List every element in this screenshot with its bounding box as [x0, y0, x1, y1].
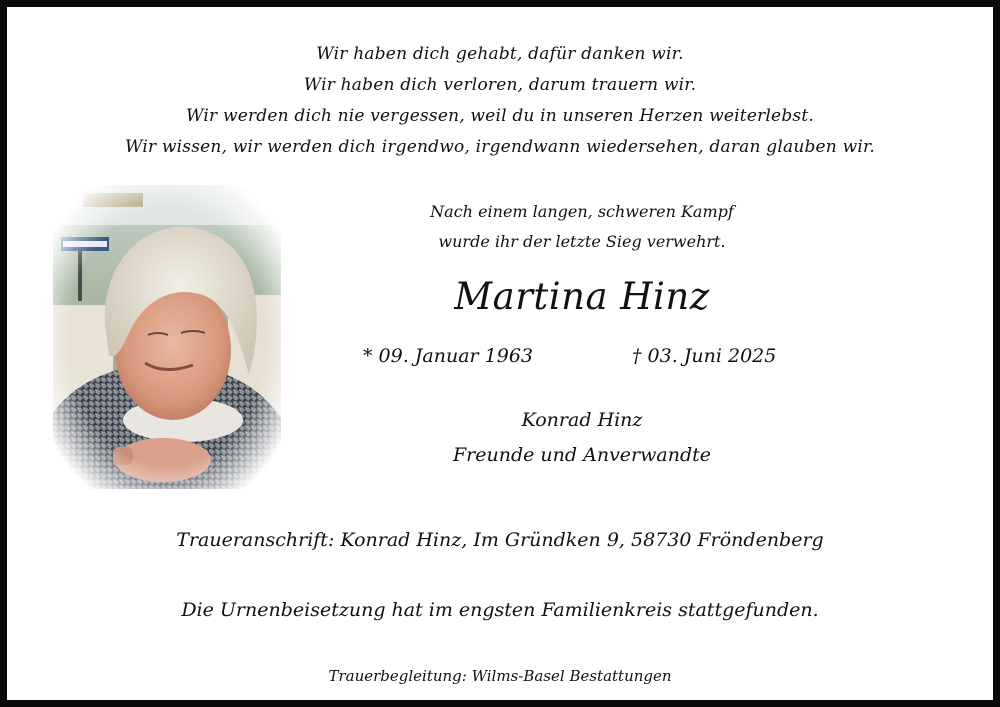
mourning-address: Traueranschrift: Konrad Hinz, Im Gründken 9, 58730 Fröndenberg: [176, 529, 824, 551]
subtitle-line: Nach einem langen, schweren Kampf: [430, 202, 734, 221]
poem-line: Wir werden dich nie vergessen, weil du in unseren Herzen weiterlebst.: [186, 106, 814, 126]
mourners: [307, 403, 857, 473]
undertaker-credit: Trauerbegleitung: Wilms-Basel Bestattungen: [328, 667, 672, 685]
subtitle: [307, 197, 857, 257]
poem-line: Wir haben dich verloren, darum trauern wir.: [303, 75, 697, 95]
deceased-name: Martina Hinz: [454, 275, 710, 318]
subtitle-line: wurde ihr der letzte Sieg verwehrt.: [438, 232, 726, 251]
poem-line: Wir wissen, wir werden dich irgendwo, irgendwann wiedersehen, daran glauben wir.: [124, 137, 876, 157]
portrait-photo: [53, 185, 281, 489]
burial-notice: Die Urnenbeisetzung hat im engsten Familienkreis stattgefunden.: [181, 599, 819, 621]
death-date: † 03. Juni 2025: [632, 345, 777, 367]
poem: [27, 39, 973, 163]
poem-line: Wir haben dich gehabt, dafür danken wir.: [316, 44, 684, 64]
mourner-line: Konrad Hinz: [521, 409, 643, 431]
birth-date: * 09. Januar 1963: [363, 345, 534, 367]
mourner-line: Freunde und Anverwandte: [453, 444, 711, 466]
